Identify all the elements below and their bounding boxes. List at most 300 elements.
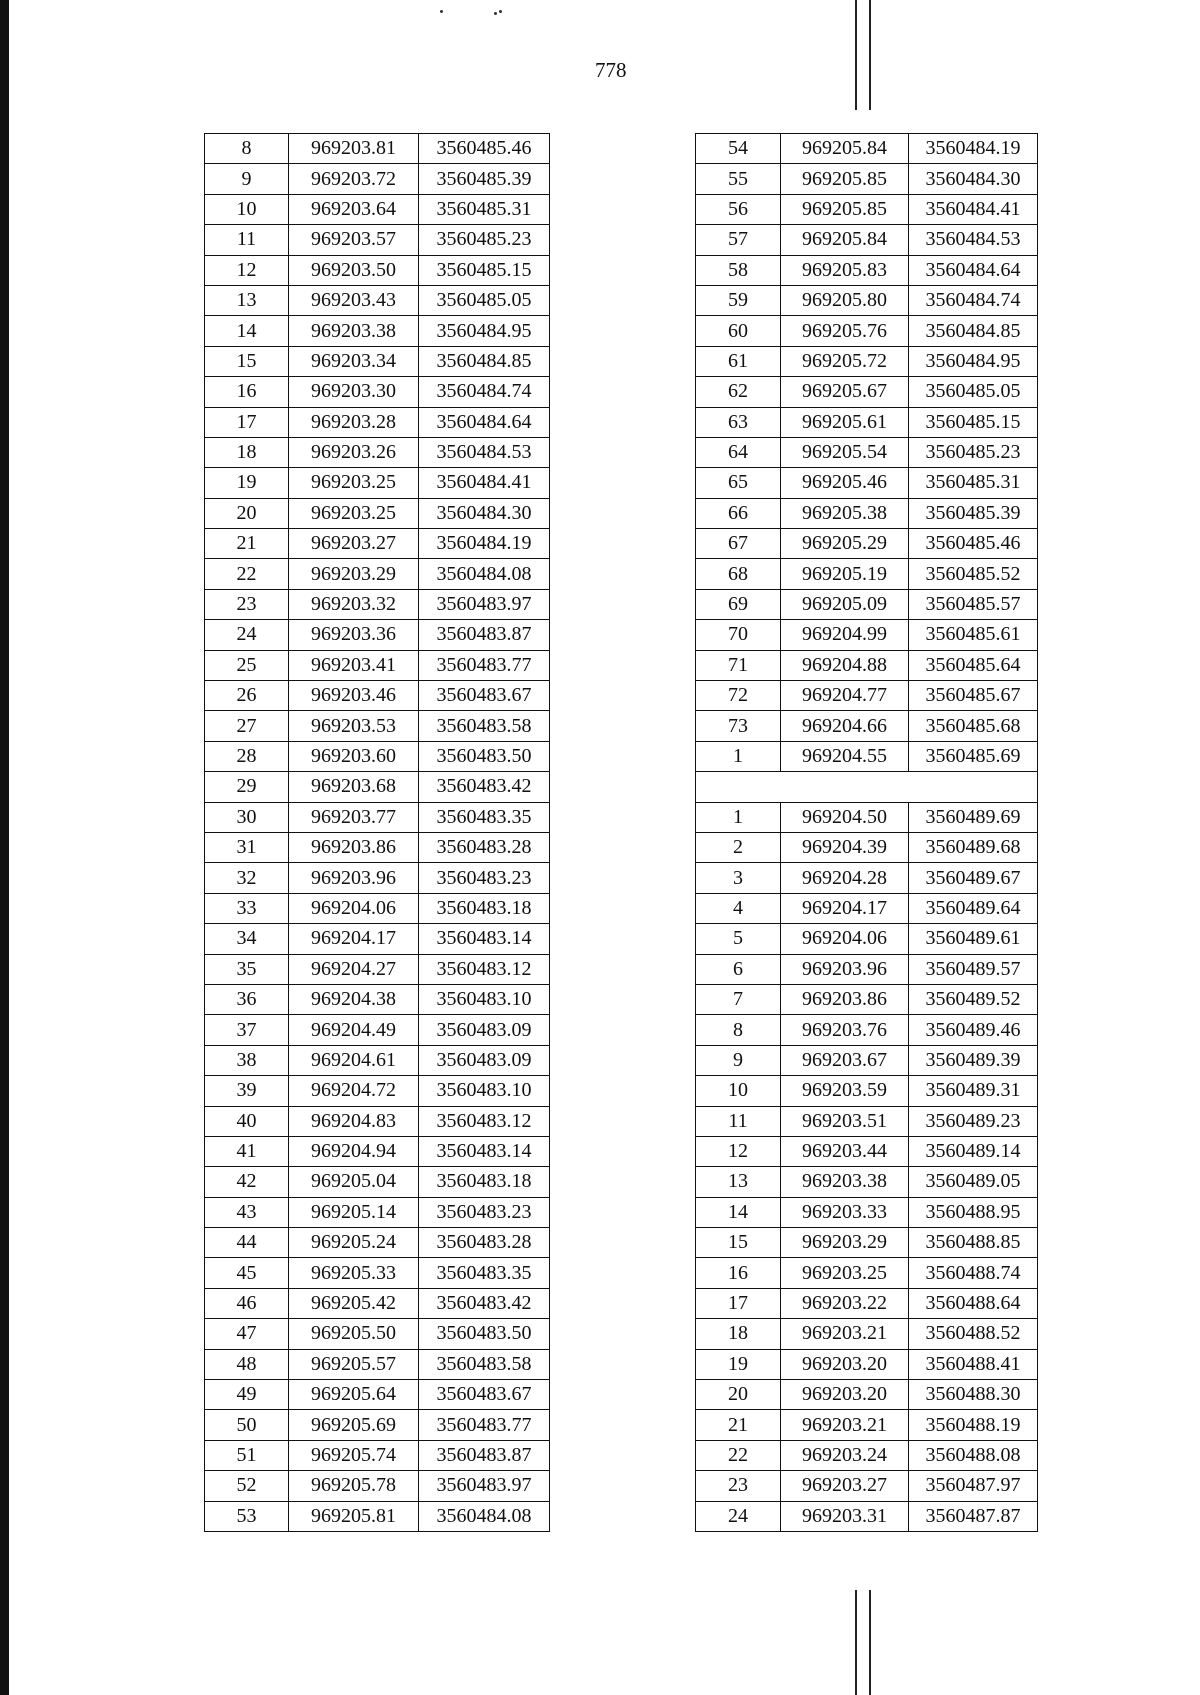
x-coordinate-cell: 969205.81 xyxy=(289,1501,419,1531)
y-coordinate-cell: 3560483.58 xyxy=(419,1349,550,1379)
point-number-cell: 12 xyxy=(205,255,289,285)
x-coordinate-cell: 969203.38 xyxy=(289,316,419,346)
y-coordinate-cell: 3560483.87 xyxy=(419,1440,550,1470)
y-coordinate-cell: 3560489.68 xyxy=(909,832,1038,862)
x-coordinate-cell: 969205.80 xyxy=(781,285,909,315)
y-coordinate-cell: 3560484.08 xyxy=(419,559,550,589)
table-separator-row xyxy=(696,772,1038,802)
table-row xyxy=(205,1015,550,1045)
point-number-cell: 5 xyxy=(696,924,781,954)
coordinates-table-right xyxy=(695,133,1038,1532)
y-coordinate-cell: 3560487.87 xyxy=(909,1501,1038,1531)
x-coordinate-cell: 969205.14 xyxy=(289,1197,419,1227)
y-coordinate-cell: 3560489.46 xyxy=(909,1015,1038,1045)
x-coordinate-cell: 969203.28 xyxy=(289,407,419,437)
table-row xyxy=(696,681,1038,711)
table-row xyxy=(205,802,550,832)
y-coordinate-cell: 3560485.64 xyxy=(909,650,1038,680)
table-row xyxy=(696,863,1038,893)
point-number-cell: 58 xyxy=(696,255,781,285)
point-number-cell: 6 xyxy=(696,954,781,984)
table-row xyxy=(205,559,550,589)
x-coordinate-cell: 969204.50 xyxy=(781,802,909,832)
table-row xyxy=(205,1197,550,1227)
x-coordinate-cell: 969203.26 xyxy=(289,437,419,467)
point-number-cell: 68 xyxy=(696,559,781,589)
y-coordinate-cell: 3560483.12 xyxy=(419,954,550,984)
table-row xyxy=(696,1440,1038,1470)
point-number-cell: 13 xyxy=(696,1167,781,1197)
table-row xyxy=(205,1076,550,1106)
y-coordinate-cell: 3560489.23 xyxy=(909,1106,1038,1136)
page-number: 778 xyxy=(595,58,627,82)
point-number-cell: 70 xyxy=(696,620,781,650)
scan-left-edge xyxy=(0,0,9,1695)
point-number-cell: 32 xyxy=(205,863,289,893)
y-coordinate-cell: 3560483.77 xyxy=(419,1410,550,1440)
y-coordinate-cell: 3560483.97 xyxy=(419,1471,550,1501)
x-coordinate-cell: 969204.49 xyxy=(289,1015,419,1045)
y-coordinate-cell: 3560489.57 xyxy=(909,954,1038,984)
point-number-cell: 65 xyxy=(696,468,781,498)
point-number-cell: 30 xyxy=(205,802,289,832)
point-number-cell: 50 xyxy=(205,1410,289,1440)
y-coordinate-cell: 3560484.85 xyxy=(909,316,1038,346)
table-row xyxy=(696,134,1038,164)
y-coordinate-cell: 3560488.30 xyxy=(909,1380,1038,1410)
point-number-cell: 54 xyxy=(696,134,781,164)
point-number-cell: 18 xyxy=(696,1319,781,1349)
table-row xyxy=(205,650,550,680)
x-coordinate-cell: 969205.83 xyxy=(781,255,909,285)
y-coordinate-cell: 3560483.67 xyxy=(419,1380,550,1410)
point-number-cell: 10 xyxy=(205,194,289,224)
y-coordinate-cell: 3560484.64 xyxy=(419,407,550,437)
point-number-cell: 21 xyxy=(696,1410,781,1440)
table-row xyxy=(696,377,1038,407)
table-row xyxy=(205,1471,550,1501)
table-row xyxy=(205,285,550,315)
point-number-cell: 24 xyxy=(696,1501,781,1531)
table-row xyxy=(696,1106,1038,1136)
y-coordinate-cell: 3560484.64 xyxy=(909,255,1038,285)
x-coordinate-cell: 969205.57 xyxy=(289,1349,419,1379)
table-row xyxy=(205,1228,550,1258)
table-row xyxy=(696,1288,1038,1318)
point-number-cell: 19 xyxy=(205,468,289,498)
y-coordinate-cell: 3560483.77 xyxy=(419,650,550,680)
y-coordinate-cell: 3560485.67 xyxy=(909,681,1038,711)
x-coordinate-cell: 969204.88 xyxy=(781,650,909,680)
x-coordinate-cell: 969203.86 xyxy=(781,984,909,1014)
x-coordinate-cell: 969205.46 xyxy=(781,468,909,498)
table-row xyxy=(696,1471,1038,1501)
table-row xyxy=(205,1136,550,1166)
point-number-cell: 10 xyxy=(696,1076,781,1106)
x-coordinate-cell: 969204.17 xyxy=(781,893,909,923)
x-coordinate-cell: 969203.81 xyxy=(289,134,419,164)
scan-speck xyxy=(494,12,497,15)
y-coordinate-cell: 3560485.31 xyxy=(419,194,550,224)
point-number-cell: 8 xyxy=(205,134,289,164)
y-coordinate-cell: 3560483.10 xyxy=(419,1076,550,1106)
y-coordinate-cell: 3560485.39 xyxy=(419,164,550,194)
x-coordinate-cell: 969205.33 xyxy=(289,1258,419,1288)
point-number-cell: 20 xyxy=(696,1380,781,1410)
x-coordinate-cell: 969203.22 xyxy=(781,1288,909,1318)
x-coordinate-cell: 969204.28 xyxy=(781,863,909,893)
point-number-cell: 23 xyxy=(205,589,289,619)
point-number-cell: 35 xyxy=(205,954,289,984)
x-coordinate-cell: 969203.38 xyxy=(781,1167,909,1197)
y-coordinate-cell: 3560484.74 xyxy=(419,377,550,407)
y-coordinate-cell: 3560484.53 xyxy=(909,225,1038,255)
point-number-cell: 11 xyxy=(696,1106,781,1136)
table-row xyxy=(205,1349,550,1379)
table-row xyxy=(205,1045,550,1075)
table-row xyxy=(205,194,550,224)
point-number-cell: 72 xyxy=(696,681,781,711)
coordinates-table-left xyxy=(204,133,550,1532)
table-row xyxy=(696,225,1038,255)
point-number-cell: 66 xyxy=(696,498,781,528)
x-coordinate-cell: 969204.27 xyxy=(289,954,419,984)
y-coordinate-cell: 3560483.42 xyxy=(419,772,550,802)
x-coordinate-cell: 969205.50 xyxy=(289,1319,419,1349)
y-coordinate-cell: 3560485.31 xyxy=(909,468,1038,498)
table-row xyxy=(205,255,550,285)
y-coordinate-cell: 3560488.19 xyxy=(909,1410,1038,1440)
table-row xyxy=(205,984,550,1014)
point-number-cell: 19 xyxy=(696,1349,781,1379)
x-coordinate-cell: 969203.64 xyxy=(289,194,419,224)
table-row xyxy=(696,1197,1038,1227)
x-coordinate-cell: 969205.84 xyxy=(781,134,909,164)
x-coordinate-cell: 969205.85 xyxy=(781,164,909,194)
table-row xyxy=(205,468,550,498)
table-row xyxy=(696,954,1038,984)
point-number-cell: 22 xyxy=(205,559,289,589)
table-row xyxy=(696,559,1038,589)
point-number-cell: 24 xyxy=(205,620,289,650)
point-number-cell: 43 xyxy=(205,1197,289,1227)
table-row xyxy=(696,1136,1038,1166)
point-number-cell: 61 xyxy=(696,346,781,376)
table-row xyxy=(205,893,550,923)
x-coordinate-cell: 969205.78 xyxy=(289,1471,419,1501)
x-coordinate-cell: 969203.57 xyxy=(289,225,419,255)
table-row xyxy=(205,1380,550,1410)
x-coordinate-cell: 969205.67 xyxy=(781,377,909,407)
point-number-cell: 16 xyxy=(696,1258,781,1288)
point-number-cell: 37 xyxy=(205,1015,289,1045)
y-coordinate-cell: 3560489.05 xyxy=(909,1167,1038,1197)
y-coordinate-cell: 3560489.69 xyxy=(909,802,1038,832)
point-number-cell: 18 xyxy=(205,437,289,467)
point-number-cell: 15 xyxy=(696,1228,781,1258)
binding-line-top-b xyxy=(869,0,871,110)
table-row xyxy=(205,924,550,954)
y-coordinate-cell: 3560483.67 xyxy=(419,681,550,711)
table-row xyxy=(696,316,1038,346)
y-coordinate-cell: 3560484.41 xyxy=(909,194,1038,224)
table-row xyxy=(205,437,550,467)
table-row xyxy=(205,1440,550,1470)
x-coordinate-cell: 969205.19 xyxy=(781,559,909,589)
x-coordinate-cell: 969204.39 xyxy=(781,832,909,862)
y-coordinate-cell: 3560483.12 xyxy=(419,1106,550,1136)
x-coordinate-cell: 969203.27 xyxy=(781,1471,909,1501)
point-number-cell: 7 xyxy=(696,984,781,1014)
x-coordinate-cell: 969204.94 xyxy=(289,1136,419,1166)
y-coordinate-cell: 3560489.14 xyxy=(909,1136,1038,1166)
table-row xyxy=(205,711,550,741)
x-coordinate-cell: 969203.46 xyxy=(289,681,419,711)
x-coordinate-cell: 969205.42 xyxy=(289,1288,419,1318)
point-number-cell: 34 xyxy=(205,924,289,954)
table-row xyxy=(696,1501,1038,1531)
point-number-cell: 47 xyxy=(205,1319,289,1349)
x-coordinate-cell: 969203.96 xyxy=(289,863,419,893)
y-coordinate-cell: 3560488.85 xyxy=(909,1228,1038,1258)
point-number-cell: 60 xyxy=(696,316,781,346)
table-row xyxy=(696,1045,1038,1075)
y-coordinate-cell: 3560485.61 xyxy=(909,620,1038,650)
y-coordinate-cell: 3560489.39 xyxy=(909,1045,1038,1075)
x-coordinate-cell: 969205.74 xyxy=(289,1440,419,1470)
point-number-cell: 69 xyxy=(696,589,781,619)
y-coordinate-cell: 3560484.85 xyxy=(419,346,550,376)
table-row xyxy=(696,1349,1038,1379)
point-number-cell: 71 xyxy=(696,650,781,680)
y-coordinate-cell: 3560489.61 xyxy=(909,924,1038,954)
table-row xyxy=(696,924,1038,954)
y-coordinate-cell: 3560483.50 xyxy=(419,741,550,771)
point-number-cell: 1 xyxy=(696,741,781,771)
x-coordinate-cell: 969205.61 xyxy=(781,407,909,437)
table-row xyxy=(696,437,1038,467)
table-row xyxy=(205,741,550,771)
point-number-cell: 1 xyxy=(696,802,781,832)
point-number-cell: 14 xyxy=(205,316,289,346)
point-number-cell: 36 xyxy=(205,984,289,1014)
x-coordinate-cell: 969203.86 xyxy=(289,832,419,862)
y-coordinate-cell: 3560488.74 xyxy=(909,1258,1038,1288)
y-coordinate-cell: 3560484.74 xyxy=(909,285,1038,315)
table-row xyxy=(696,1015,1038,1045)
y-coordinate-cell: 3560485.57 xyxy=(909,589,1038,619)
table-row xyxy=(205,1258,550,1288)
x-coordinate-cell: 969203.20 xyxy=(781,1380,909,1410)
table-row xyxy=(696,802,1038,832)
x-coordinate-cell: 969203.41 xyxy=(289,650,419,680)
y-coordinate-cell: 3560484.41 xyxy=(419,468,550,498)
point-number-cell: 12 xyxy=(696,1136,781,1166)
y-coordinate-cell: 3560485.46 xyxy=(909,529,1038,559)
table-row xyxy=(205,164,550,194)
y-coordinate-cell: 3560485.69 xyxy=(909,741,1038,771)
x-coordinate-cell: 969203.25 xyxy=(781,1258,909,1288)
scan-speck xyxy=(499,10,502,13)
table-row xyxy=(696,1410,1038,1440)
y-coordinate-cell: 3560483.87 xyxy=(419,620,550,650)
y-coordinate-cell: 3560483.50 xyxy=(419,1319,550,1349)
table-row xyxy=(205,1501,550,1531)
point-number-cell: 31 xyxy=(205,832,289,862)
x-coordinate-cell: 969203.53 xyxy=(289,711,419,741)
point-number-cell: 57 xyxy=(696,225,781,255)
point-number-cell: 55 xyxy=(696,164,781,194)
y-coordinate-cell: 3560484.95 xyxy=(909,346,1038,376)
x-coordinate-cell: 969203.21 xyxy=(781,1410,909,1440)
point-number-cell: 41 xyxy=(205,1136,289,1166)
point-number-cell: 56 xyxy=(696,194,781,224)
point-number-cell: 22 xyxy=(696,1440,781,1470)
y-coordinate-cell: 3560489.67 xyxy=(909,863,1038,893)
x-coordinate-cell: 969203.32 xyxy=(289,589,419,619)
table-row xyxy=(205,529,550,559)
x-coordinate-cell: 969203.72 xyxy=(289,164,419,194)
y-coordinate-cell: 3560485.15 xyxy=(419,255,550,285)
point-number-cell: 52 xyxy=(205,1471,289,1501)
y-coordinate-cell: 3560483.97 xyxy=(419,589,550,619)
y-coordinate-cell: 3560484.19 xyxy=(909,134,1038,164)
x-coordinate-cell: 969203.36 xyxy=(289,620,419,650)
point-number-cell: 4 xyxy=(696,893,781,923)
table-row xyxy=(205,225,550,255)
table-row xyxy=(696,255,1038,285)
y-coordinate-cell: 3560485.05 xyxy=(419,285,550,315)
x-coordinate-cell: 969204.83 xyxy=(289,1106,419,1136)
table-row xyxy=(205,1319,550,1349)
point-number-cell: 38 xyxy=(205,1045,289,1075)
x-coordinate-cell: 969203.59 xyxy=(781,1076,909,1106)
y-coordinate-cell: 3560485.23 xyxy=(419,225,550,255)
point-number-cell: 11 xyxy=(205,225,289,255)
table-row xyxy=(696,984,1038,1014)
y-coordinate-cell: 3560488.08 xyxy=(909,1440,1038,1470)
point-number-cell: 25 xyxy=(205,650,289,680)
y-coordinate-cell: 3560484.30 xyxy=(419,498,550,528)
y-coordinate-cell: 3560488.95 xyxy=(909,1197,1038,1227)
x-coordinate-cell: 969203.43 xyxy=(289,285,419,315)
point-number-cell: 17 xyxy=(696,1288,781,1318)
point-number-cell: 28 xyxy=(205,741,289,771)
table-row xyxy=(205,1167,550,1197)
y-coordinate-cell: 3560483.23 xyxy=(419,1197,550,1227)
x-coordinate-cell: 969203.29 xyxy=(289,559,419,589)
point-number-cell: 63 xyxy=(696,407,781,437)
y-coordinate-cell: 3560483.58 xyxy=(419,711,550,741)
x-coordinate-cell: 969204.61 xyxy=(289,1045,419,1075)
y-coordinate-cell: 3560484.30 xyxy=(909,164,1038,194)
x-coordinate-cell: 969205.84 xyxy=(781,225,909,255)
table-row xyxy=(696,529,1038,559)
point-number-cell: 51 xyxy=(205,1440,289,1470)
x-coordinate-cell: 969204.99 xyxy=(781,620,909,650)
table-row xyxy=(696,194,1038,224)
y-coordinate-cell: 3560484.53 xyxy=(419,437,550,467)
y-coordinate-cell: 3560488.41 xyxy=(909,1349,1038,1379)
y-coordinate-cell: 3560483.18 xyxy=(419,1167,550,1197)
y-coordinate-cell: 3560485.15 xyxy=(909,407,1038,437)
table-row xyxy=(696,650,1038,680)
table-row xyxy=(696,1319,1038,1349)
y-coordinate-cell: 3560483.28 xyxy=(419,1228,550,1258)
point-number-cell: 16 xyxy=(205,377,289,407)
x-coordinate-cell: 969204.38 xyxy=(289,984,419,1014)
x-coordinate-cell: 969205.09 xyxy=(781,589,909,619)
point-number-cell: 67 xyxy=(696,529,781,559)
table-row xyxy=(696,407,1038,437)
x-coordinate-cell: 969204.66 xyxy=(781,711,909,741)
x-coordinate-cell: 969205.85 xyxy=(781,194,909,224)
point-number-cell: 45 xyxy=(205,1258,289,1288)
point-number-cell: 2 xyxy=(696,832,781,862)
x-coordinate-cell: 969203.77 xyxy=(289,802,419,832)
table-row xyxy=(205,589,550,619)
y-coordinate-cell: 3560485.23 xyxy=(909,437,1038,467)
table-row xyxy=(205,498,550,528)
table-row xyxy=(205,681,550,711)
point-number-cell: 27 xyxy=(205,711,289,741)
point-number-cell: 53 xyxy=(205,1501,289,1531)
x-coordinate-cell: 969203.31 xyxy=(781,1501,909,1531)
x-coordinate-cell: 969205.38 xyxy=(781,498,909,528)
table-row xyxy=(205,954,550,984)
x-coordinate-cell: 969204.06 xyxy=(289,893,419,923)
point-number-cell: 8 xyxy=(696,1015,781,1045)
point-number-cell: 3 xyxy=(696,863,781,893)
point-number-cell: 44 xyxy=(205,1228,289,1258)
x-coordinate-cell: 969203.30 xyxy=(289,377,419,407)
point-number-cell: 42 xyxy=(205,1167,289,1197)
x-coordinate-cell: 969203.34 xyxy=(289,346,419,376)
x-coordinate-cell: 969203.33 xyxy=(781,1197,909,1227)
y-coordinate-cell: 3560485.39 xyxy=(909,498,1038,528)
table-row xyxy=(696,468,1038,498)
x-coordinate-cell: 969203.60 xyxy=(289,741,419,771)
table-row xyxy=(696,498,1038,528)
point-number-cell: 14 xyxy=(696,1197,781,1227)
table-row xyxy=(205,620,550,650)
point-number-cell: 15 xyxy=(205,346,289,376)
y-coordinate-cell: 3560483.35 xyxy=(419,1258,550,1288)
x-coordinate-cell: 969205.54 xyxy=(781,437,909,467)
point-number-cell: 39 xyxy=(205,1076,289,1106)
table-row xyxy=(696,1076,1038,1106)
x-coordinate-cell: 969203.20 xyxy=(781,1349,909,1379)
table-row xyxy=(205,772,550,802)
y-coordinate-cell: 3560483.35 xyxy=(419,802,550,832)
x-coordinate-cell: 969205.29 xyxy=(781,529,909,559)
table-row xyxy=(205,1410,550,1440)
x-coordinate-cell: 969203.68 xyxy=(289,772,419,802)
scan-speck xyxy=(440,10,443,13)
table-row xyxy=(205,346,550,376)
table-row xyxy=(696,285,1038,315)
point-number-cell: 59 xyxy=(696,285,781,315)
y-coordinate-cell: 3560483.09 xyxy=(419,1015,550,1045)
point-number-cell: 29 xyxy=(205,772,289,802)
y-coordinate-cell: 3560483.23 xyxy=(419,863,550,893)
y-coordinate-cell: 3560485.68 xyxy=(909,711,1038,741)
y-coordinate-cell: 3560487.97 xyxy=(909,1471,1038,1501)
x-coordinate-cell: 969203.21 xyxy=(781,1319,909,1349)
point-number-cell: 20 xyxy=(205,498,289,528)
table-row xyxy=(696,832,1038,862)
table-row xyxy=(205,134,550,164)
